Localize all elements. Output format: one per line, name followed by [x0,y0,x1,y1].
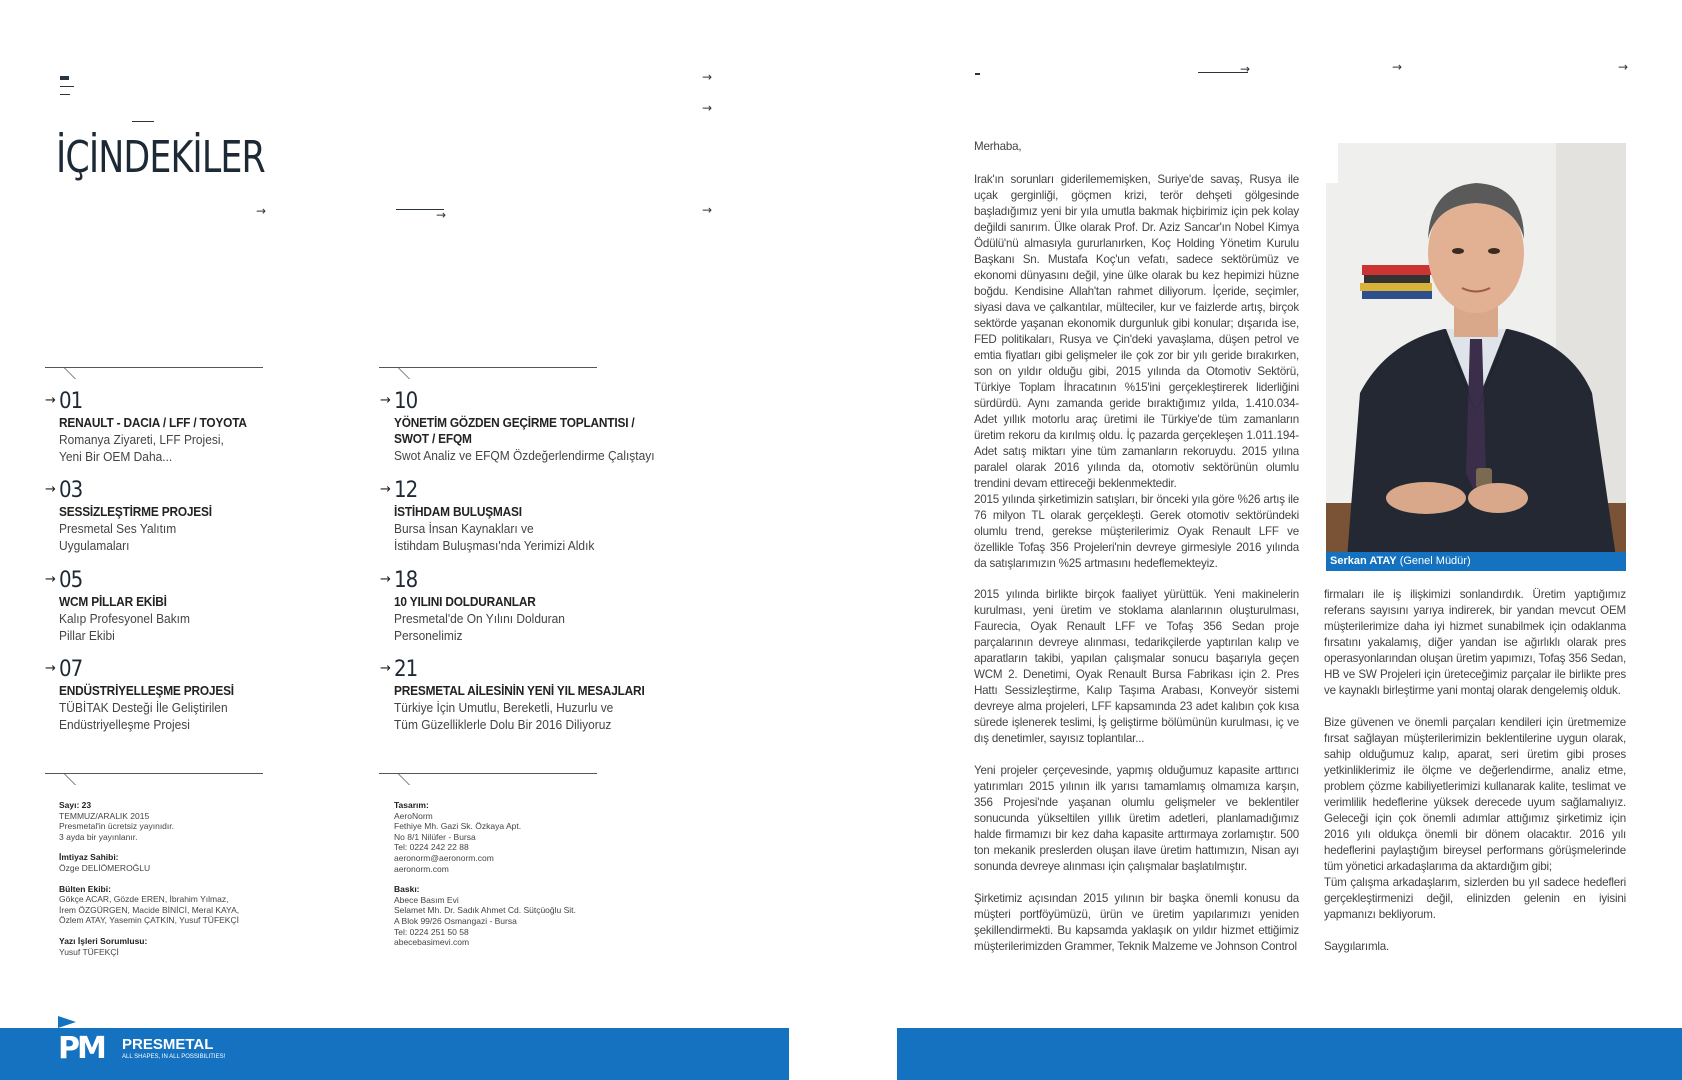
letter-paragraph: 2015 yılında birlikte birçok faaliyet yürüttük. Yeni makinelerin kurulması, yeni üretim ve stoklama alanlarının oluşturulması, Faurecia, Oyak Renault LFF ve Tofaş 356 Sedan proje parçalarının devreye alınması, tedarikçilerde yaptırılan kalıp ve aparatların takibi, yapılan çalışmalar sonucu başarıyla geçen WCM 2. Denetimi, Oyak Renault Bursa Fabrikası için 2. Pres Hattı Sessizleştirme, Kalıp Taşıma Arabası, Konveyör sistemi devreye alma projeleri, LFF kapsamında 23 adet kalıbın çok kısa sürede işlenerek teslimi, İş geliştirme bölümünün kurulması, iç ve dış denetimler, sayısız toplantılar... [974,588,1299,745]
imprint-label: Baskı: [394,884,420,895]
section-divider [45,773,263,788]
section-divider [45,367,263,382]
imprint-line: Fethiye Mh. Gazi Sk. Özkaya Apt. [394,821,522,832]
imprint-line: Yusuf TÜFEKÇİ [59,946,119,957]
section-divider [379,367,597,382]
toc-number: 05 [59,568,83,593]
arrow-icon: → [1618,60,1629,74]
arrow-icon: → [702,70,713,84]
imprint-label: Bülten Ekibi: [59,883,111,894]
letter-paragraph: Bize güvenen ve önemli parçaları kendileri için üretmemize fırsat sağlayan müşterilerimizin beklentilerine uygun olarak, sahip olduğumuz kalıp, aparat, seri üretim gibi proses yetkinliklerimiz ile ölçme ve değerlendirme, analiz etme, problem çözme kabiliyetlerimizi kullanarak kalite, teslimat ve verimlilik hedeflerine yüksek derecede uyum sağlamalıyız. Geleceği için çok önemli adımlar attığımız şirketimiz için 2016 yılı oldukça önemli bir dönem olacaktır. 2016 yılı hedeflerini paylaştığım bireysel performans görüşmelerinde tüm yönetici arkadaşlarıma da aktardığım gibi; [1324,716,1626,873]
imprint-label: Yazı İşleri Sorumlusu: [59,935,148,946]
deco-bar [132,121,154,122]
photo-caption [1326,552,1626,571]
letter-paragraph: Tüm çalışma arkadaşlarım, sizlerden bu yıl sadece hedefleri gerçekleştirmenizi değil, elinizden gelenin en iyisini yapmanızı bekliyorum. [1324,876,1626,921]
toc-desc-line: Kalıp Profesyonel Bakım [59,611,190,626]
imprint-label: İmtiyaz Sahibi: [59,852,119,863]
arrow-icon: → [1240,62,1251,76]
toc-item[interactable] [380,657,694,733]
arrow-icon: → [380,661,391,676]
imprint-line: İrem ÖZGÜRGEN, Macide BİNİCİ, Meral KAYA, [59,904,240,915]
arrow-icon: → [45,572,56,587]
toc-desc-line: Personelimiz [394,628,463,643]
logo-wordmark: PRESMETAL [122,1036,214,1053]
footer-bar-right [897,1028,1682,1080]
portrait-photo [1326,143,1626,571]
imprint-line: Tel: 0224 251 50 58 [394,926,469,937]
deco-bar [975,73,980,75]
toc-desc-line: Bursa İnsan Kaynakları ve [394,521,534,536]
toc-desc-line: Presmetal Ses Yalıtım [59,521,177,536]
logo-slogan: ALL SHAPES, IN ALL POSSIBILITIES! [122,1054,226,1060]
toc-number: 12 [394,478,418,503]
toc-number: 10 [394,389,418,414]
toc-number: 03 [59,478,83,503]
toc-desc-line: TÜBİTAK Desteği İle Geliştirilen [59,700,228,715]
toc-item[interactable] [380,568,694,644]
toc-heading: İSTİHDAM BULUŞMASI [394,505,522,519]
footer-triangle [58,1016,76,1028]
letter-paragraph: firmaları ile iş ilişkimizi sonlandırdık. Üretim yaptığımız referans sayısını yarıya indirerek, bir yandan mevcut OEM müşterilerimize daha iyi hizmet sunabilmek için odaklanma fırsatını yakalamış, diğer yandan ise ağırlıklı olarak pres operasyonlarından oluşan üretim yapımızı, Tofaş 356 Sedan, HB ve SW Projeleri için üreteceğimiz parçalar ile birlikte pres ve kaynaklı birleştirme yani montaj olarak dengelemiş olduk. [1324,588,1626,697]
toc-number: 07 [59,657,83,682]
footer-bar-left [0,1028,789,1080]
toc-number: 18 [394,568,418,593]
caption-name: Serkan ATAY [1330,555,1397,567]
imprint-line: 3 ayda bir yayınlanır. [59,831,138,842]
arrow-icon: → [256,204,267,218]
deco-bar [60,86,74,87]
imprint-line: aeronorm.com [394,863,449,874]
letter-greeting: Merhaba, [974,140,1022,153]
imprint-line: Özge DELİÖMEROĞLU [59,862,151,873]
presmetal-logo [58,1031,226,1066]
toc-desc-line: Uygulamaları [59,538,130,553]
letter-closing: Saygılarımla. [1324,940,1390,953]
imprint-line: Abece Basım Evi [394,894,459,905]
arrow-icon: → [380,482,391,497]
toc-number: 01 [59,389,83,414]
toc-desc-line: Yeni Bir OEM Daha... [59,449,173,464]
imprint-line: Selamet Mh. Dr. Sadık Ahmet Cd. Sütçüoğlu Sit. [394,905,576,916]
arrow-icon: → [380,393,391,408]
imprint-label: Tasarım: [394,800,429,810]
letter-paragraph: Şirketimiz açısından 2015 yılının bir başka önemli konusu da müşteri portföyümüzü, ürün ve üretim yapılarımızı yeniden şekillendirmekti. Bu kapsamda yaklaşık on yıldır hizmet ettiğimiz müşterilerimizden Grammer, Teknik Malzeme ve Johnson Control [974,892,1299,953]
toc-heading: SWOT / EFQM [394,432,472,446]
toc-item[interactable] [45,657,359,733]
imprint-line: aeronorm@aeronorm.com [394,852,494,863]
toc-item[interactable] [45,478,359,554]
caption-role: (Genel Müdür) [1399,555,1471,567]
toc-desc-line: Tüm Güzelliklerle Dolu Bir 2016 Diliyoruz [394,717,612,732]
toc-desc-line: Endüstriyelleşme Projesi [59,717,190,732]
section-divider [379,773,597,788]
letter-paragraph: Irak'ın sorunları giderilememişken, Suriye'de savaş, Rusya ile uçak gerginliği, göçmen krizi, terör dehşeti gölgesinde başladığımız yeni bir yıla umutla bakmak hiçbirimiz için pek kolay değildi sanırım. Ülke olarak Prof. Dr. Aziz Sancar'ın Nobel Kimya Ödülü'nü almasıyla gururlanırken, Koç Holding Yönetim Kurulu Başkanı Sn. Mustafa Koç'un vefatı, sadece sektörümüz ve ekonomi dünyasını değil, yine ülke olarak bu kez hepimizi hüzne boğdu. Kendisine Allah'tan rahmet diliyorum. İçeride, seçimler, siyasi dava ve çalkantılar, mülteciler, kur ve faizlerde artış, birçok sektörde yaşanan ekonomik durgunluk gibi konular; dışarıda ise, FED politikaları, Rusya ve Çin'deki yavaşlama, düşen petrol ve emtia fiyatları gibi gelişmeler ile çok zor bir yılı geride bırakırken, son on yıldır olduğu gibi, 2015 yılında da Otomotiv Sektörü, Türkiye Toplam İhracatının %15'ini gerçekleştirerek liderliğini sürdürdü. Aynı zamanda geride bıraktığımız yılda, 1.410.034-Adet yıllık motorlu araç üretimi ile Türkiye'de tüm zamanların üretim rekoru da kırılmış oldu. İç pazarda gerçekleşen 1.011.194-Adet satış miktarı yine tüm zamanların rekoruydu. 2015 yılına paralel olarak 2016 yılında da, otomotiv sektörünün olumlu trendini devam ettireceği beklenmektedir. [974,173,1299,490]
imprint-line: Presmetal'in ücretsiz yayınıdır. [59,821,174,832]
toc-heading: 10 YILINI DOLDURANLAR [394,595,536,609]
toc-item[interactable] [45,568,359,644]
imprint-label: Sayı: 23 [59,800,92,810]
arrow-icon: → [380,572,391,587]
portrait-illustration [1326,143,1626,571]
toc-heading: RENAULT - DACIA / LFF / TOYOTA [59,416,247,430]
toc-heading: YÖNETİM GÖZDEN GEÇİRME TOPLANTISI / [394,416,635,430]
logo-mark: PM [58,1031,104,1066]
toc-heading: ENDÜSTRİYELLEŞME PROJESİ [59,684,234,698]
toc-heading: WCM PİLLAR EKİBİ [59,595,167,609]
toc-desc-line: İstihdam Buluşması'nda Yerimizi Aldık [394,538,595,553]
toc-desc-line: Romanya Ziyareti, LFF Projesi, [59,432,224,447]
toc-item[interactable] [45,389,359,465]
imprint-line: AeroNorm [394,810,433,821]
toc-item[interactable] [380,478,694,554]
arrow-icon: → [436,208,447,222]
toc-desc-line: Pillar Ekibi [59,628,115,643]
deco-bar [60,94,70,95]
arrow-icon: → [702,101,713,115]
imprint-line: abecebasimevi.com [394,937,470,948]
letter-paragraph: Yeni projeler çerçevesinde, yapmış olduğumuz kapasite arttırıcı yatırımları 2015 yılının ilk yarısı tamamlamış olmamıza karşın, 356 Projesi'nde yaşanan olumlu gelişmeler ve beklentiler sonucunda yükseltilen yıllık üretim adetleri, planlamadığımız halde firmamızı bir kez daha kapasite arttırmaya zorlamıştır. 500 ton mekanik preslerden oluşan ilave üretim hattımızın, Nisan ayı sonunda devreye alınması için çalışmalar başlatılmıştır. [974,764,1299,873]
imprint-line: A Blok 99/26 Osmangazi - Bursa [394,915,517,926]
letter-paragraph: 2015 yılında şirketimizin satışları, bir önceki yıla göre %26 artış ile 76 milyon TL olarak gerçekleşti. Gerek otomotiv sektöründeki olumlu trend, gerekse müşterilerimiz Oyak Renault LFF ve özellikle Tofaş 356 Projeleri'nin devreye girmesiyle 2016 yılında da satışlarımızın %25 artmasını hedeflemekteyiz. [974,493,1299,570]
toc-item[interactable] [380,389,694,464]
toc-heading: PRESMETAL AİLESİNİN YENİ YIL MESAJLARI [394,684,645,698]
arrow-icon: → [45,661,56,676]
imprint-line: No 8/1 Nilüfer - Bursa [394,831,476,842]
arrow-icon: → [45,482,56,497]
arrow-icon: → [1392,60,1403,74]
imprint-line: TEMMUZ/ARALIK 2015 [59,810,150,821]
toc-desc-line: Türkiye İçin Umutlu, Bereketli, Huzurlu ve [394,700,614,715]
toc-desc-line: Presmetal'de On Yılını Dolduran [394,611,565,626]
imprint-line: Gökçe ACAR, Gözde EREN, İbrahim Yılmaz, [59,894,229,905]
arrow-icon: → [45,393,56,408]
imprint-line: Özlem ATAY, Yasemin ÇATKIN, Yusuf TÜFEKÇİ [59,915,239,926]
arrow-icon: → [702,203,713,217]
toc-number: 21 [394,657,418,682]
page-title: İÇİNDEKİLER [56,132,265,183]
toc-heading: SESSİZLEŞTİRME PROJESİ [59,505,212,519]
imprint-line: Tel: 0224 242 22 88 [394,842,469,853]
toc-desc-line: Swot Analiz ve EFQM Özdeğerlendirme Çalıştayı [394,448,655,463]
imprint-right [394,800,654,948]
imprint-left [59,800,319,957]
deco-bar [60,76,69,80]
